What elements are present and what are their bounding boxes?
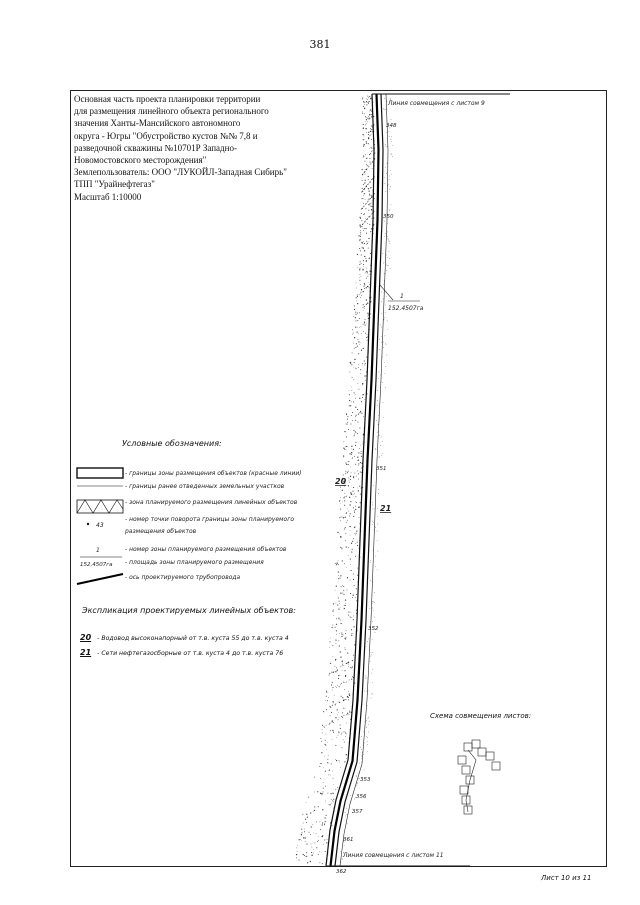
legend-zone-number: 1 [96,547,100,554]
explication-item [80,648,283,657]
point-label: 348 [386,123,397,129]
legend-symbol-zone [77,500,123,513]
title-line: Основная часть проекта планировки территории [74,94,261,104]
legend-item-zone: - зона планируемого размещения линейных объектов [125,499,298,506]
title-line: для размещения линейного объекта регионального [74,106,269,117]
legend-item-axis: - ось проектируемого трубопровода [125,574,241,581]
zone-callout-leader [380,285,393,300]
legend-symbol-axis [77,574,123,584]
explication-text: - Сети нефтегазосборные от т.в. куста 4 до т.в. куста 76 [97,650,284,657]
explication-number: 20 [80,633,92,642]
point-label: 350 [383,214,394,220]
point-label: 353 [360,777,371,783]
explication-item [80,633,289,642]
legend-symbol-red-line [77,468,123,478]
legend-item-allocated: - границы ранее отведенных земельных участков [125,483,285,490]
legend-zone-area: 152,4507га [80,562,113,568]
point-label: 356 [356,794,367,800]
title-line: разведочной скважины №10701Р Западно- [74,142,237,153]
land-user-line: Землепользователь: ООО "ЛУКОЙЛ-Западная Сибирь" [74,167,287,178]
zone-area: 152,4507га [388,305,424,312]
legend-title: Условные обозначения: [122,439,222,448]
title-line: значения Ханты-Мансийского автономного [74,118,241,129]
legend-item-zone-area: - площадь зоны планируемого размещения [125,559,264,566]
legend-item-zone-number: - номер зоны планируемого размещения объектов [125,546,287,553]
point-label: 352 [368,626,379,632]
match-line-bottom-label: Линия совмещения с листом 11 [343,852,444,859]
zone-number: 1 [400,293,404,300]
legend-point-dot [87,523,89,525]
point-label: 351 [376,466,387,472]
legend-item-point: - номер точки поворота границы зоны планируемого [125,516,295,523]
sheet-scheme-title: Схема совмещения листов: [430,712,532,720]
legend-point-label: 43 [96,522,104,529]
explication-text: - Водовод высоконапорный от т.в. куста 55 до т.в. куста 4 [97,635,289,642]
point-label: 357 [352,809,363,815]
point-label: 361 [343,837,354,843]
page-number: 381 [309,38,331,51]
match-line-top-label: Линия совмещения с листом 9 [388,100,485,107]
title-line: Новомостовского месторождения" [74,155,207,166]
sheet-key-map [458,740,500,814]
sheet-footer: Лист 10 из 11 [541,874,592,882]
point-label: 362 [336,869,347,875]
object-marker-20: 20 [335,477,347,486]
title-line: округа - Югры "Обустройство кустов №№ 7,8 и [74,130,258,141]
red-line-boundary [340,94,388,866]
scale-line: Масштаб 1:10000 [74,191,142,202]
explication-number: 21 [80,648,92,657]
legend-item-red-lines: - границы зоны размещения объектов (красные линии) [125,470,302,477]
object-marker-21: 21 [380,504,392,513]
explication-title: Экспликация проектируемых линейных объектов: [82,606,296,615]
tpp-line: ТПП "Урайнефтегаз" [74,179,155,190]
legend-item-point-cont: размещения объектов [125,528,197,535]
